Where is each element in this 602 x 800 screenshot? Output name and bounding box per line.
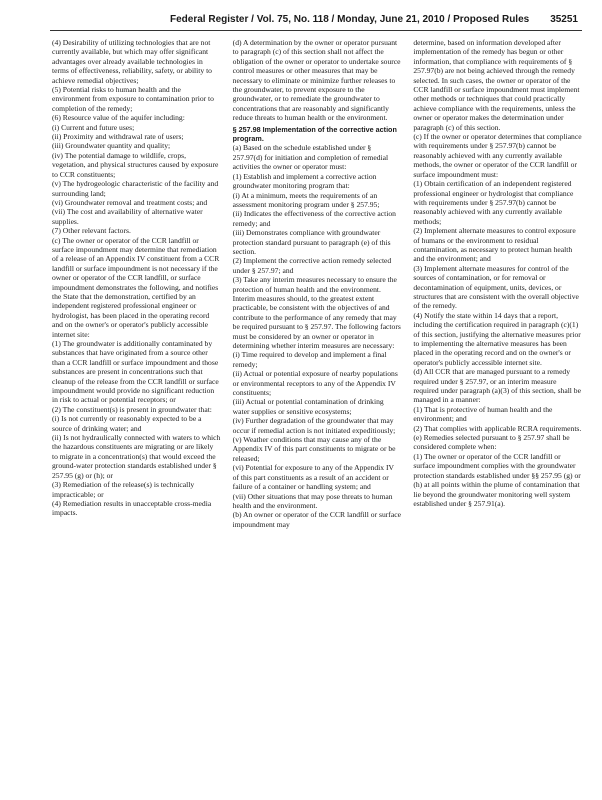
paragraph: (b) An owner or operator of the CCR landfill or surface impoundment may — [232, 510, 401, 529]
text-columns — [52, 38, 582, 786]
paragraph: (2) Implement the corrective action remedy selected under § 257.97; and — [232, 256, 392, 275]
journal-citation: Federal Register / Vol. 75, No. 118 / Monday, June 21, 2010 / Proposed Rules — [170, 14, 530, 25]
paragraph: (v) The hydrogeologic characteristic of the facility and surrounding land; — [52, 179, 219, 198]
paragraph: (7) Other relevant factors. — [52, 226, 131, 236]
paragraph: (1) The groundwater is additionally contaminated by substances that have originated from a source other than a CCR landfill or surface impoundment and those substances are present in concentrations such that cleanup of the release from the CCR landfill or surface impoundment would provide no significant reduction in risk to actual or potential receptors; or — [52, 339, 219, 405]
paragraph: (4) Notify the state within 14 days that a report, including the certification required in paragraph (c)(1) of this section, justifying the alternative measures prior to implementing the alternative measures has been placed in the operating record and on the owner's or operator's publicly accessible internet site. — [413, 310, 581, 367]
running-header — [52, 12, 582, 28]
paragraph: (2) The constituent(s) is present in groundwater that: — [52, 404, 212, 414]
paragraph: (1) That is protective of human health and the environment; and — [413, 404, 553, 424]
paragraph: (v) Weather conditions that may cause any of the Appendix IV of this part constituents to migrate or be released; — [232, 435, 396, 463]
paragraph: (1) Establish and implement a corrective action groundwater monitoring program that: — [232, 171, 377, 191]
paragraph: (vi) Potential for exposure to any of the Appendix IV of this part constituents as a result of an accident or failure of a container or handling system; and — [232, 463, 394, 492]
paragraph: (i) At a minimum, meets the requirements of an assessment monitoring program under § 257.95; — [232, 190, 380, 209]
paragraph: (d) All CCR that are managed pursuant to a remedy required under § 257.97, or an interim measure required under paragraph (a)(3) of this section, shall be managed in a manner: — [413, 367, 581, 405]
paragraph: (1) The owner or operator of the CCR landfill or surface impoundment complies with the groundwater protection standards established under §§ 257.95 (g) or (h) at all points within the plume of contamination that lie beyond the groundwater monitoring well system established under § 257.91(a). — [413, 451, 581, 508]
paragraph: (i) Time required to develop and implement a final remedy; — [232, 350, 387, 369]
paragraph: (4) Remediation results in unacceptable cross-media impacts. — [52, 498, 212, 518]
header-rule — [50, 30, 582, 31]
paragraph: (iv) The potential damage to wildlife, crops, vegetation, and physical structures caused by exposure to CCR constituents; — [52, 150, 219, 179]
paragraph: (2) That complies with applicable RCRA requirements. — [413, 423, 582, 433]
paragraph: (2) Implement alternate measures to control exposure of humans or the environment to residual contamination, as necessary to protect human health and the environment; and — [413, 226, 576, 264]
paragraph: (ii) Indicates the effectiveness of the corrective action remedy; and — [232, 209, 396, 228]
paragraph: (ii) Is not hydraulically connected with waters to which the hazardous constituents are migrating or are likely to migrate in a concentration(s) that would exceed the ground-water protection standards established under § 257.95 (g) or (h); or — [52, 433, 221, 480]
paragraph: (ii) Actual or potential exposure of nearby populations or environmental receptors to any of the Appendix IV constituents; — [232, 369, 398, 398]
paragraph: (vii) Other situations that may pose threats to human health and the environment. — [232, 491, 393, 510]
section-heading: § 257.98 Implementation of the corrective action program. — [232, 124, 397, 144]
paragraph: (vii) The cost and availability of alternative water supplies. — [52, 207, 203, 226]
paragraph: (e) Remedies selected pursuant to § 257.97 shall be considered complete when: — [413, 433, 570, 452]
column-right — [413, 38, 582, 786]
paragraph: (iii) Actual or potential contamination of drinking water supplies or sensitive ecosystems; — [232, 397, 384, 416]
paragraph: (i) Current and future uses; — [52, 122, 135, 132]
paragraph: (3) Remediation of the release(s) is technically impracticable; or — [52, 480, 195, 499]
paragraph: (4) Desirability of utilizing technologies that are not currently available, but which may offer significant advantages over already available technologies in terms of effectiveness, reliability, safety, or ability to achieve remedial objectives; — [52, 38, 212, 85]
paragraph: (3) Implement alternate measures for control of the sources of contamination, or for removal or decontamination of equipment, units, devices, or structures that are consistent with the overall objective of the remedy. — [413, 263, 579, 311]
paragraph: (i) Is not currently or reasonably expected to be a source of drinking water; and — [52, 414, 202, 433]
paragraph: (c) The owner or operator of the CCR landfill or surface impoundment may determine that remediation of a release of an Appendix IV constituent from a CCR landfill or surface impoundment is not necessary if the owner or operator of the CCR landfill, or surface impoundment demonstrates the following, and notifies the State that the demonstration, certified by an independent registered professional engineer or hydrologist, has been placed in the operating record and on the owner's or operator's publicly accessible internet site: — [52, 235, 220, 339]
column-left — [52, 38, 221, 786]
paragraph: (iii) Demonstrates compliance with groundwater protection standard pursuant to paragraph (e) of this section. — [232, 228, 391, 256]
paragraph: determine, based on information developed after implementation of the remedy has begun or other information, that compliance with requirements of § 257.97(b) are not being achieved through the remedy selected. In such cases, the owner or operator of the CCR landfill or surface impoundment must implement other methods or techniques that could practically achieve compliance with the requirements, unless the owner or operator makes the determination under paragraph (c) of this section. — [413, 38, 580, 132]
paragraph: (a) Based on the schedule established under § 257.97(d) for initiation and completion of remedial activities the owner or operator must: — [232, 143, 389, 172]
page-number: 35251 — [550, 14, 578, 25]
paragraph: (iv) Further degradation of the groundwater that may occur if remedial action is not initiated expeditiously; — [232, 416, 396, 435]
paragraph: (5) Potential risks to human health and the environment from exposure to contamination prior to completion of the remedy; — [52, 85, 214, 113]
paragraph: (iii) Groundwater quantity and quality; — [52, 141, 171, 151]
column-middle — [233, 38, 402, 786]
paragraph: (ii) Proximity and withdrawal rate of users; — [52, 132, 184, 142]
paragraph: (vi) Groundwater removal and treatment costs; and — [52, 197, 208, 207]
paragraph: (1) Obtain certification of an independent registered professional engineer or hydrologist that compliance with requirements under § 257.97(b) cannot be reasonably achieved with any currently available methods; — [413, 179, 574, 226]
paragraph: (3) Take any interim measures necessary to ensure the protection of human health and the environment. Interim measures should, to the greatest extent practicable, be consistent with the objectives of and contribute to the performance of any remedy that may be required pursuant to § 257.97. The following factors must be considered by an owner or operator in determining whether interim measures are necessary: — [232, 275, 401, 350]
paragraph: (6) Resource value of the aquifer including: — [52, 113, 185, 123]
paragraph: (d) A determination by the owner or operator pursuant to paragraph (c) of this section shall not affect the obligation of the owner or operator to undertake source control measures or other measures that may be necessary to eliminate or minimize further releases to the groundwater, to prevent exposure to the groundwater, or to remediate the groundwater to concentrations that are reasonably and significantly reduce threats to human health or the environment. — [232, 38, 401, 123]
paragraph: (c) If the owner or operator determines that compliance with requirements under § 257.97(b) cannot be reasonably achieved with any currently available methods, the owner or operator of the CCR landfill or surface impoundment must: — [413, 132, 582, 179]
